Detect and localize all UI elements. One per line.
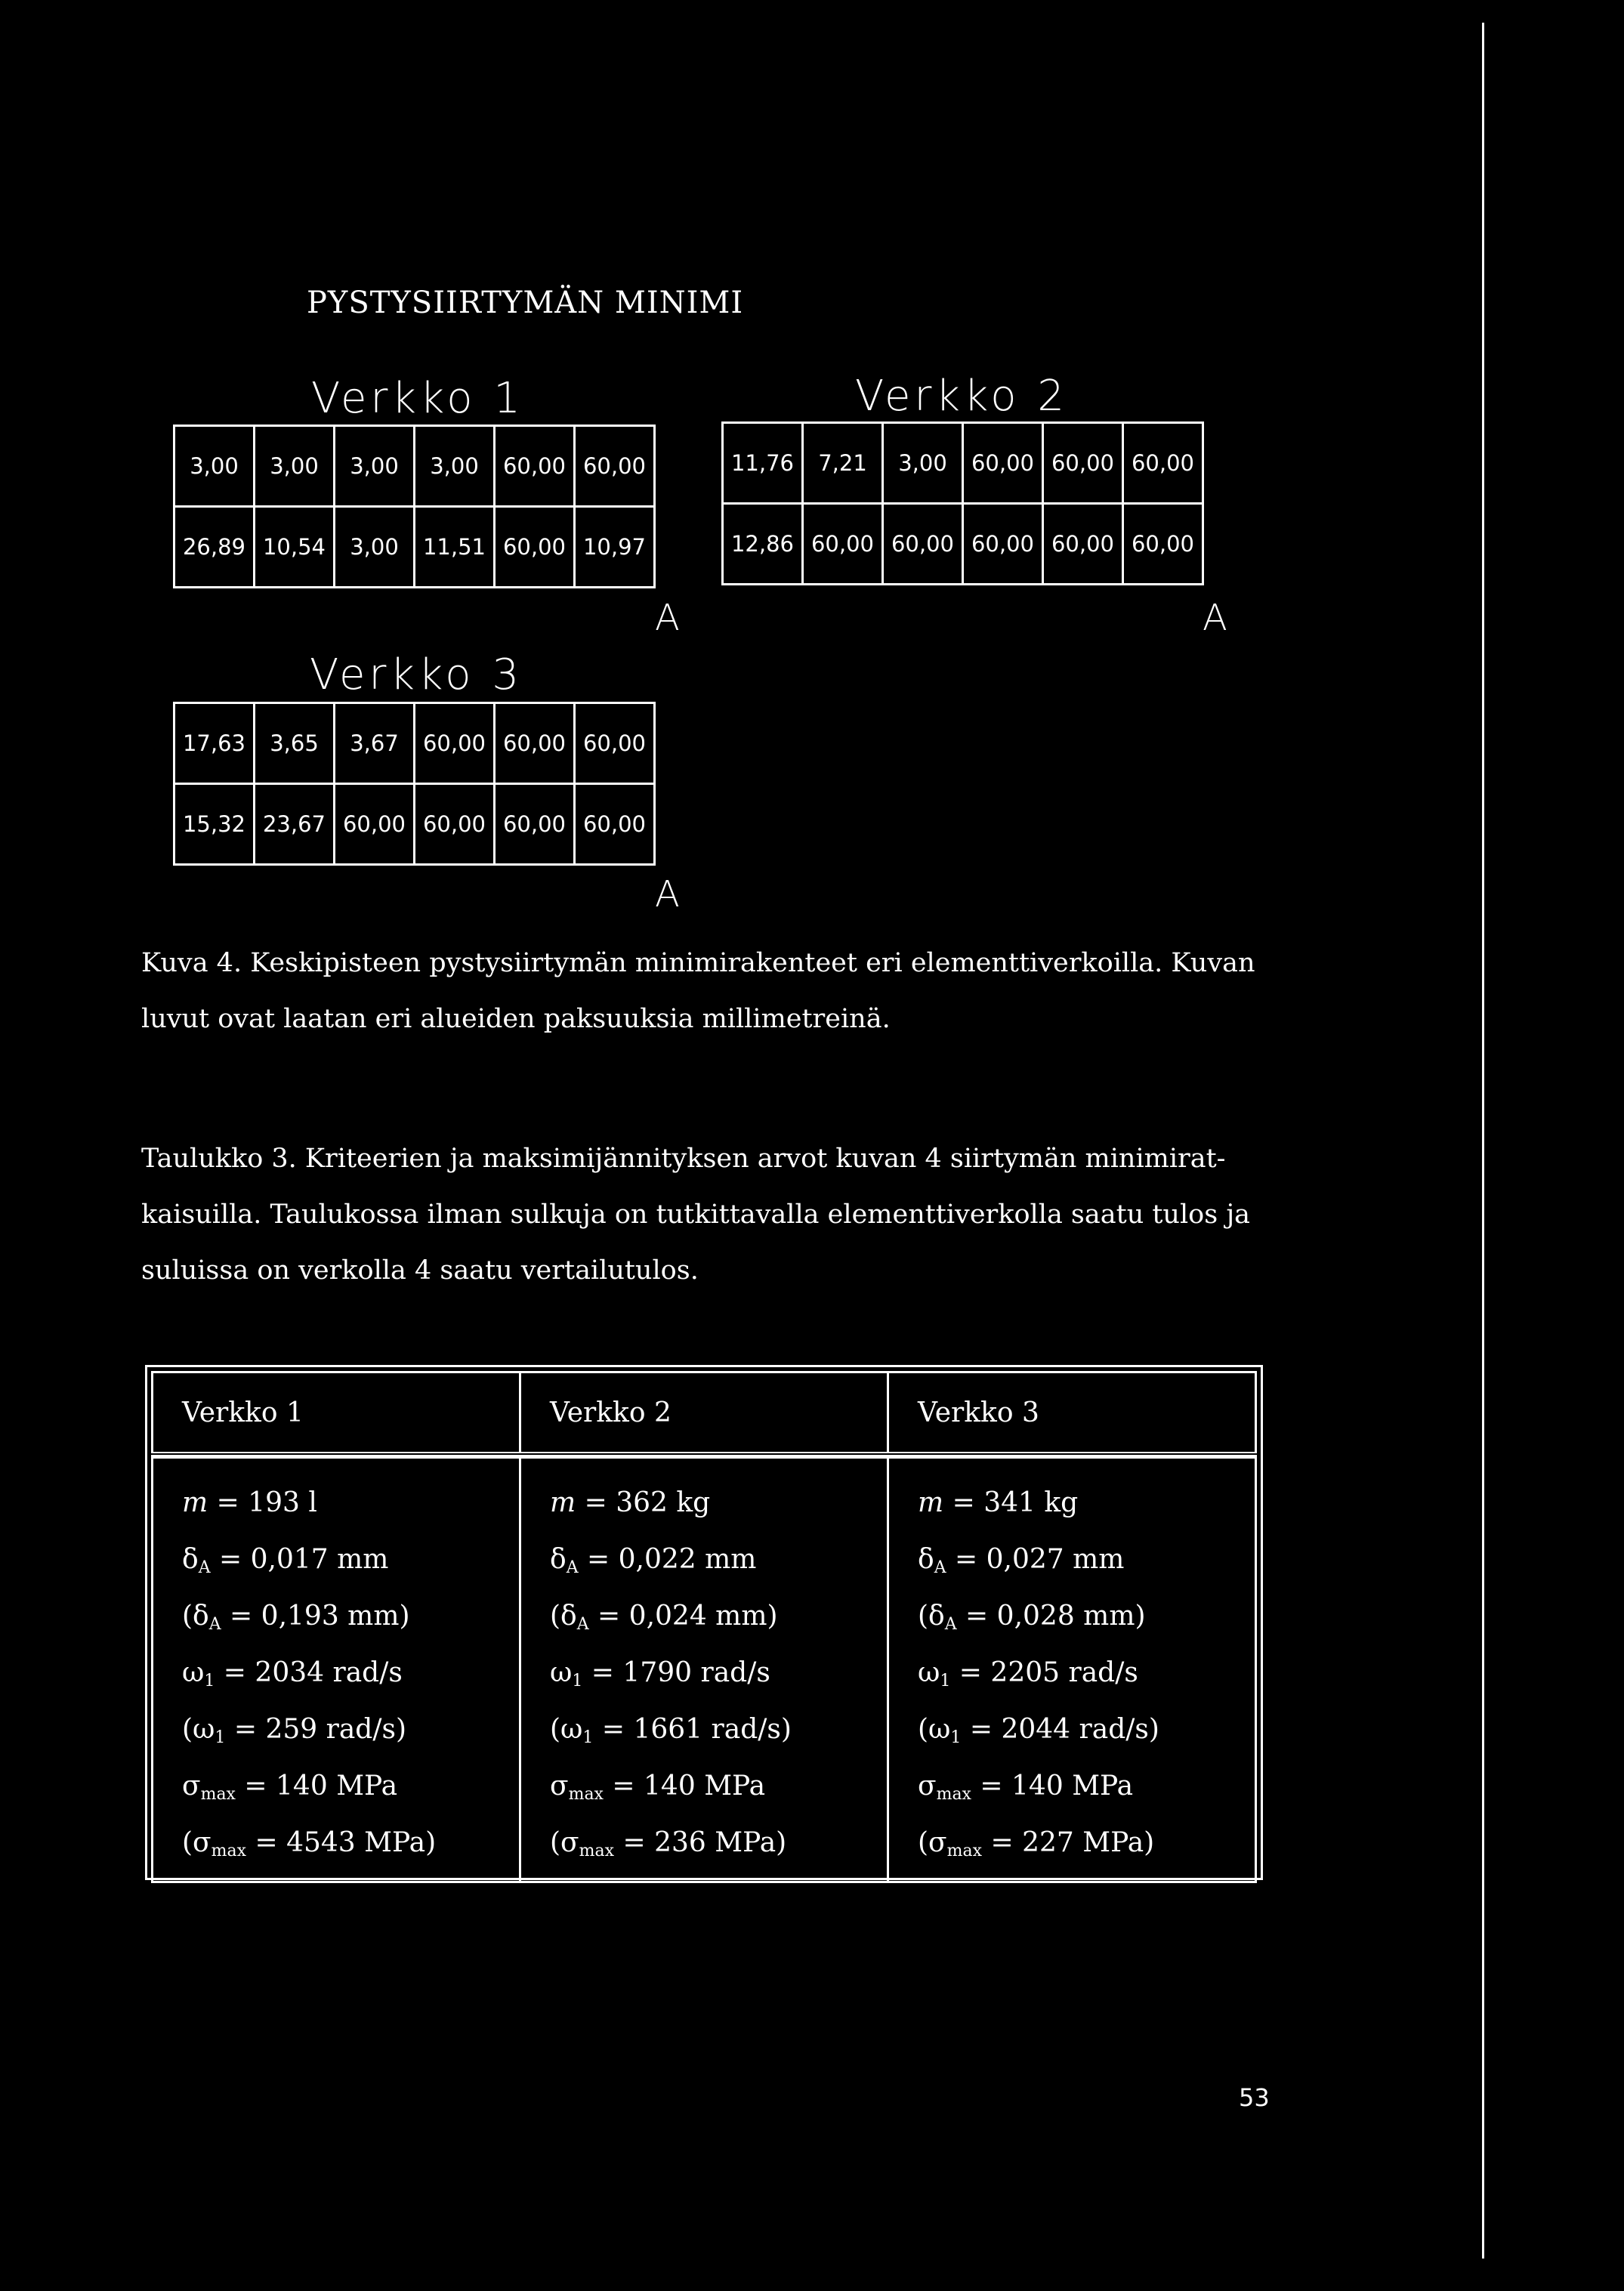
mass-row: m = 362 kg (550, 1487, 711, 1518)
grid-cell: 3,00 (174, 426, 255, 507)
page-heading: PYSTYSIIRTYMÄN MINIMI (307, 286, 744, 320)
grid-cell: 3,65 (255, 703, 335, 784)
grid-cell: 60,00 (495, 507, 575, 588)
figure-caption (141, 935, 1255, 1047)
grid-cell: 10,54 (255, 507, 335, 588)
stress-ref-value: 227 MPa (1022, 1827, 1144, 1858)
grid-cell: 60,00 (1043, 504, 1123, 585)
grid-cell: 60,00 (495, 784, 575, 865)
grid-cell: 60,00 (1043, 423, 1123, 504)
displacement-row: δA = 0,017 mm (182, 1544, 389, 1577)
stress-row: σmax = 140 MPa (182, 1771, 398, 1804)
grid-cell: 60,00 (963, 504, 1043, 585)
stress-value: 140 MPa (1011, 1771, 1134, 1802)
figure-caption-line: Kuva 4. Keskipisteen pystysiirtymän minimirakenteet eri elementtiverkoilla. Kuvan (141, 948, 1255, 978)
frequency-row: ω1 = 1790 rad/s (550, 1657, 770, 1690)
displacement-ref-row: (δA = 0,024 mm) (550, 1601, 778, 1634)
table-caption-line: kaisuilla. Taulukossa ilman sulkuja on tutkittavalla elementtiverkolla saatu tulos ja (141, 1200, 1251, 1230)
stress-ref-row: (σmax = 4543 MPa) (182, 1827, 437, 1860)
grid-cell: 60,00 (883, 504, 963, 585)
table-caption-line: suluissa on verkolla 4 saatu vertailutulos. (141, 1255, 699, 1286)
stress-ref-value: 236 MPa (654, 1827, 776, 1858)
grid-cell: 60,00 (575, 784, 655, 865)
page-margin-line (1482, 23, 1484, 2259)
table-caption-line: Taulukko 3. Kriteerien ja maksimijännityksen arvot kuvan 4 siirtymän minimirat- (141, 1144, 1226, 1174)
displacement-ref-row: (δA = 0,193 mm) (182, 1601, 410, 1634)
stress-ref-row: (σmax = 236 MPa) (550, 1827, 787, 1860)
displacement-row: δA = 0,022 mm (550, 1544, 757, 1577)
stress-row: σmax = 140 MPa (918, 1771, 1134, 1804)
results-column-2 (520, 1458, 888, 1882)
grid-cell: 60,00 (495, 703, 575, 784)
frequency-ref-row: (ω1 = 259 rad/s) (182, 1714, 406, 1747)
page-number: 53 (1239, 2083, 1270, 2112)
network-1-point-label: A (655, 597, 680, 639)
frequency-ref-value: 259 rad/s (265, 1714, 396, 1745)
results-column-1 (153, 1458, 520, 1882)
grid-cell: 60,00 (1123, 504, 1203, 585)
grid-cell: 3,00 (335, 426, 415, 507)
displacement-ref-value: 0,193 mm (261, 1601, 400, 1632)
network-2-grid (721, 421, 1204, 585)
mass-row: m = 193 l (182, 1487, 317, 1518)
mass-value: 193 l (248, 1487, 317, 1518)
grid-cell: 60,00 (575, 426, 655, 507)
stress-value: 140 MPa (276, 1771, 398, 1802)
network-3-point-label: A (655, 873, 680, 915)
grid-cell: 60,00 (415, 703, 495, 784)
displacement-ref-value: 0,028 mm (996, 1601, 1135, 1632)
network-1-title: Verkko 1 (311, 374, 524, 423)
column-header: Verkko 1 (153, 1372, 520, 1455)
displacement-value: 0,022 mm (618, 1544, 757, 1575)
column-header: Verkko 3 (888, 1372, 1256, 1455)
mass-value: 362 kg (616, 1487, 711, 1518)
stress-ref-value: 4543 MPa (286, 1827, 426, 1858)
grid-cell: 60,00 (575, 703, 655, 784)
column-header: Verkko 2 (520, 1372, 888, 1455)
figure-caption-line: luvut ovat laatan eri alueiden paksuuksia millimetreinä. (141, 1004, 891, 1034)
network-1-grid (173, 425, 656, 588)
grid-cell: 7,21 (803, 423, 883, 504)
displacement-value: 0,027 mm (986, 1544, 1125, 1575)
displacement-ref-row: (δA = 0,028 mm) (918, 1601, 1146, 1634)
frequency-value: 1790 rad/s (622, 1657, 770, 1688)
grid-cell: 60,00 (803, 504, 883, 585)
grid-cell: 3,00 (415, 426, 495, 507)
grid-cell: 17,63 (174, 703, 255, 784)
grid-cell: 3,67 (335, 703, 415, 784)
frequency-ref-value: 1661 rad/s (633, 1714, 781, 1745)
grid-cell: 12,86 (723, 504, 803, 585)
network-3-title: Verkko 3 (310, 650, 523, 699)
frequency-value: 2205 rad/s (990, 1657, 1138, 1688)
displacement-row: δA = 0,027 mm (918, 1544, 1125, 1577)
network-2-point-label: A (1203, 597, 1227, 639)
grid-cell: 60,00 (963, 423, 1043, 504)
grid-cell: 10,97 (575, 507, 655, 588)
grid-cell: 60,00 (335, 784, 415, 865)
stress-row: σmax = 140 MPa (550, 1771, 766, 1804)
network-3-grid (173, 702, 656, 866)
mass-value: 341 kg (983, 1487, 1079, 1518)
grid-cell: 3,00 (255, 426, 335, 507)
grid-cell: 3,00 (883, 423, 963, 504)
results-table (145, 1365, 1263, 1880)
mass-row: m = 341 kg (918, 1487, 1079, 1518)
results-column-3 (888, 1458, 1256, 1882)
displacement-value: 0,017 mm (250, 1544, 389, 1575)
grid-cell: 11,76 (723, 423, 803, 504)
frequency-ref-row: (ω1 = 1661 rad/s) (550, 1714, 792, 1747)
grid-cell: 60,00 (1123, 423, 1203, 504)
grid-cell: 60,00 (495, 426, 575, 507)
frequency-row: ω1 = 2205 rad/s (918, 1657, 1138, 1690)
grid-cell: 60,00 (415, 784, 495, 865)
displacement-ref-value: 0,024 mm (628, 1601, 767, 1632)
grid-cell: 15,32 (174, 784, 255, 865)
grid-cell: 11,51 (415, 507, 495, 588)
table-caption (141, 1131, 1250, 1298)
network-2-title: Verkko 2 (855, 372, 1068, 421)
stress-value: 140 MPa (644, 1771, 766, 1802)
frequency-row: ω1 = 2034 rad/s (182, 1657, 403, 1690)
grid-cell: 3,00 (335, 507, 415, 588)
frequency-ref-value: 2044 rad/s (1001, 1714, 1149, 1745)
frequency-ref-row: (ω1 = 2044 rad/s) (918, 1714, 1159, 1747)
grid-cell: 23,67 (255, 784, 335, 865)
grid-cell: 26,89 (174, 507, 255, 588)
stress-ref-row: (σmax = 227 MPa) (918, 1827, 1155, 1860)
frequency-value: 2034 rad/s (255, 1657, 403, 1688)
